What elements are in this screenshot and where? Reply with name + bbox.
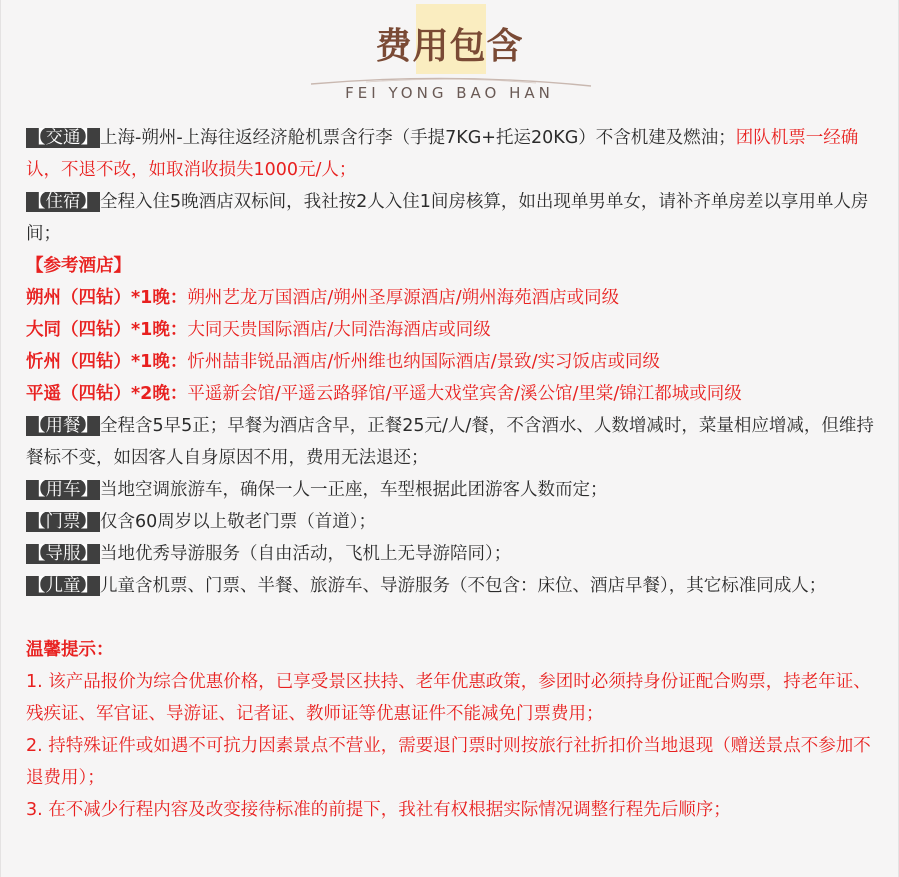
item-child [26,570,878,602]
meals-text: 全程含5早5正；早餐为酒店含早，正餐25元/人/餐，不含酒水、人数增减时，菜量相应增减，但维持餐标不变，如因客人自身原因不用，费用无法退还； [26,416,874,468]
item-transport [26,122,878,186]
hotel-label: 大同（四钻）*1晚： [26,320,188,340]
hotel-label: 忻州（四钻）*1晚： [26,352,188,372]
tag-guide: 【导服】 [28,544,98,564]
item-ticket [26,506,878,538]
hotel-pingyao [26,378,878,410]
hotel-shuozhou [26,282,878,314]
lodging-text: 全程入住5晚酒店双标间，我社按2人入住1间房核算，如出现单男单女，请补齐单房差以享用单人房间； [26,192,869,244]
tag-child: 【儿童】 [28,576,98,596]
car-text: 当地空调旅游车，确保一人一正座，车型根据此团游客人数而定； [100,480,608,500]
tip-line-3: 3. 在不减少行程内容及改变接待标准的前提下，我社有权根据实际情况调整行程先后顺序； [26,800,731,820]
hotel-text: 平遥新会馆/平遥云路驿馆/平遥大戏堂宾舍/溪公馆/里棠/锦江都城或同级 [187,384,742,404]
hotel-xinzhou [26,346,878,378]
hotels-title: 【参考酒店】 [26,256,131,276]
tip-line-1: 1. 该产品报价为综合优惠价格，已享受景区扶持、老年优惠政策，参团时必须持身份证配合购票，持老年证、残疾证、军官证、导游证、记者证、教师证等优惠证件不能减免门票费用； [26,672,871,724]
guide-text: 当地优秀导游服务（自由活动，飞机上无导游陪同）； [100,544,512,564]
item-car [26,474,878,506]
hotel-text: 朔州艺龙万国酒店/朔州圣厚源酒店/朔州海苑酒店或同级 [187,288,620,308]
ticket-text: 仅含60周岁以上敬老门票（首道）； [100,512,377,532]
hotel-text: 大同天贵国际酒店/大同浩海酒店或同级 [187,320,491,340]
tip-line-2: 2. 持特殊证件或如遇不可抗力因素景点不营业，需要退门票时则按旅行社折扣价当地退现（赠送景点不参加不退费用）； [26,736,871,788]
tag-transport: 【交通】 [28,128,98,148]
item-guide [26,538,878,570]
tag-meals: 【用餐】 [28,416,98,436]
hotel-label: 平遥（四钻）*2晚： [26,384,188,404]
hotel-label: 朔州（四钻）*1晚： [26,288,188,308]
section-header [1,0,898,110]
spacer [26,602,878,634]
item-meals [26,410,878,474]
tag-lodging: 【住宿】 [28,192,98,212]
tag-car: 【用车】 [28,480,98,500]
hotel-datong [26,314,878,346]
tips-title: 温馨提示： [26,640,114,660]
item-lodging [26,186,878,250]
content [26,122,878,826]
tag-ticket: 【门票】 [28,512,98,532]
child-text: 儿童含机票、门票、半餐、旅游车、导游服务（不包含：床位、酒店早餐），其它标准同成人； [100,576,827,596]
section-subtitle: FEI YONG BAO HAN [345,84,554,102]
hotel-text: 忻州喆非锐品酒店/忻州维也纳国际酒店/景致/实习饭店或同级 [187,352,661,372]
transport-red-text: 团队机票一经确认，不退不改，如取消收损失1000元/人； [26,128,859,180]
section-title: 费用包含 [375,26,524,67]
transport-text: 上海-朔州-上海往返经济舱机票含行李（手提7KG+托运20KG）不含机建及燃油； [100,128,736,148]
